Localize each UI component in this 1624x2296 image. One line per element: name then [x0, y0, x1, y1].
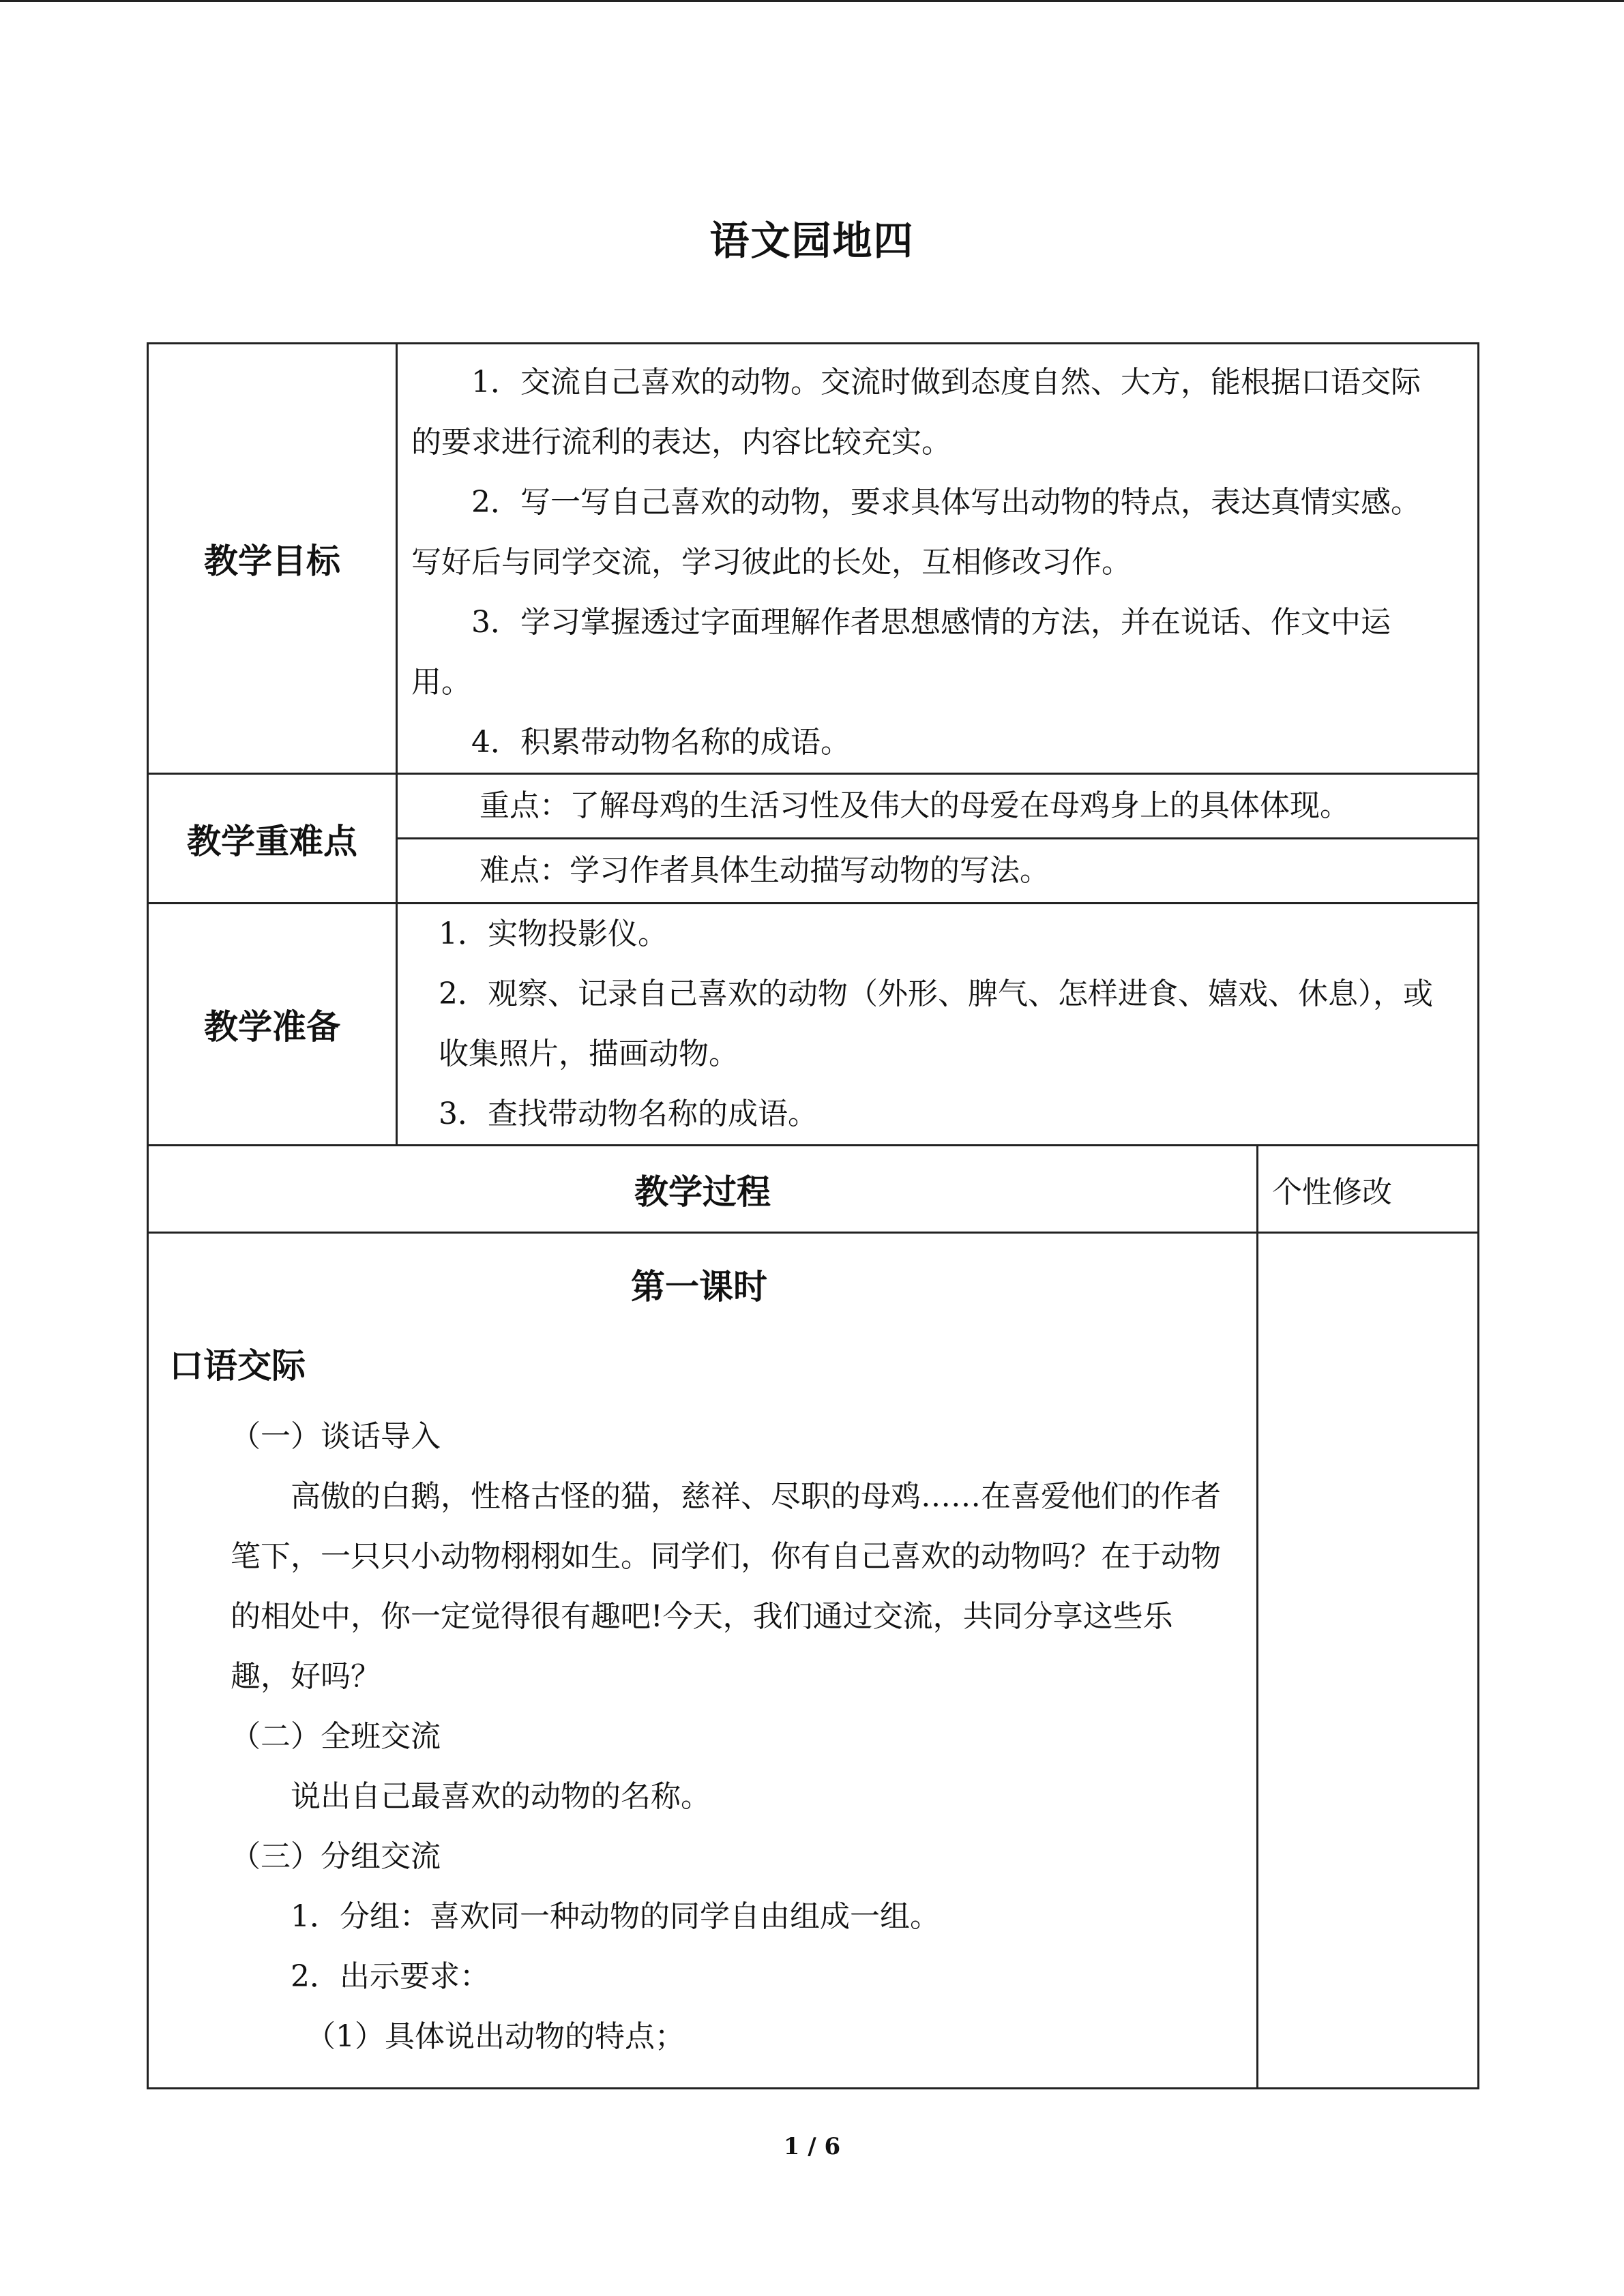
goal-item: 4．积累带动物名称的成语。 [471, 725, 851, 760]
lesson-plan-table [147, 342, 1479, 2089]
process-body-row [148, 1233, 1479, 2089]
difficulty-text [397, 839, 1479, 904]
goal-item: 1．交流自己喜欢的动物。交流时做到态度自然、大方，能根据口语交际的要求进行流利的表达，内容比较充实。 [411, 365, 1421, 460]
step-heading: （一）谈话导入 [231, 1419, 441, 1454]
step-subitem: （1）具体说出动物的特点； [306, 2019, 685, 2054]
preparation-row [148, 904, 1479, 1146]
top-border-line [0, 0, 1624, 2]
step-heading: （二）全班交流 [231, 1719, 441, 1754]
preparation-content [397, 904, 1479, 1146]
goal-item: 2．写一写自己喜欢的动物，要求具体写出动物的特点，表达真情实感。写好后与同学交流，学习彼此的长处，互相修改习作。 [411, 485, 1421, 580]
key-point-text [397, 774, 1479, 839]
goals-label: 教学目标 [148, 344, 397, 774]
step-item: 1．分组：喜欢同一种动物的同学自由组成一组。 [291, 1899, 940, 1934]
goal-item: 3．学习掌握透过字面理解作者思想感情的方法，并在说话、作文中运用。 [411, 605, 1391, 700]
prep-item: 3．查找带动物名称的成语。 [439, 1097, 818, 1131]
page-title: 语文园地四 [709, 218, 915, 264]
page-number: 1 / 6 [783, 2133, 841, 2160]
goals-content [397, 344, 1479, 774]
section-title: 口语交际 [169, 1346, 306, 1386]
key-point: 重点：了解母鸡的生活习性及伟大的母爱在母鸡身上的具体体现。 [479, 788, 1350, 823]
goals-row [148, 344, 1479, 774]
step-heading: （三）分组交流 [231, 1839, 441, 1874]
process-body [169, 1407, 1229, 2067]
step-paragraph: 高傲的白鹅，性格古怪的猫，慈祥、尽职的母鸡……在喜爱他们的作者笔下，一只只小动物栩栩如生。同学们，你有自己喜欢的动物吗？在于动物的相处中，你一定觉得很有趣吧!今天，我们通过交流，共同分享这些乐趣，好吗？ [231, 1479, 1221, 1694]
process-header-row [148, 1146, 1479, 1233]
step-item: 2．出示要求： [291, 1959, 490, 1994]
difficulty-point: 难点：学习作者具体生动描写动物的写法。 [479, 853, 1050, 888]
revision-header: 个性修改 [1258, 1146, 1479, 1233]
lesson-title: 第一课时 [631, 1267, 767, 1307]
process-content [148, 1233, 1258, 2089]
prep-item: 1．实物投影仪。 [439, 916, 668, 951]
revision-column [1258, 1233, 1479, 2089]
step-paragraph: 说出自己最喜欢的动物的名称。 [291, 1779, 711, 1814]
key-points-row [148, 774, 1479, 839]
process-header: 教学过程 [148, 1146, 1258, 1233]
preparation-label: 教学准备 [148, 904, 397, 1146]
key-points-label: 教学重难点 [148, 774, 397, 904]
prep-item: 2．观察、记录自己喜欢的动物（外形、脾气、怎样进食、嬉戏、休息），或收集照片，描画动物。 [439, 976, 1433, 1071]
